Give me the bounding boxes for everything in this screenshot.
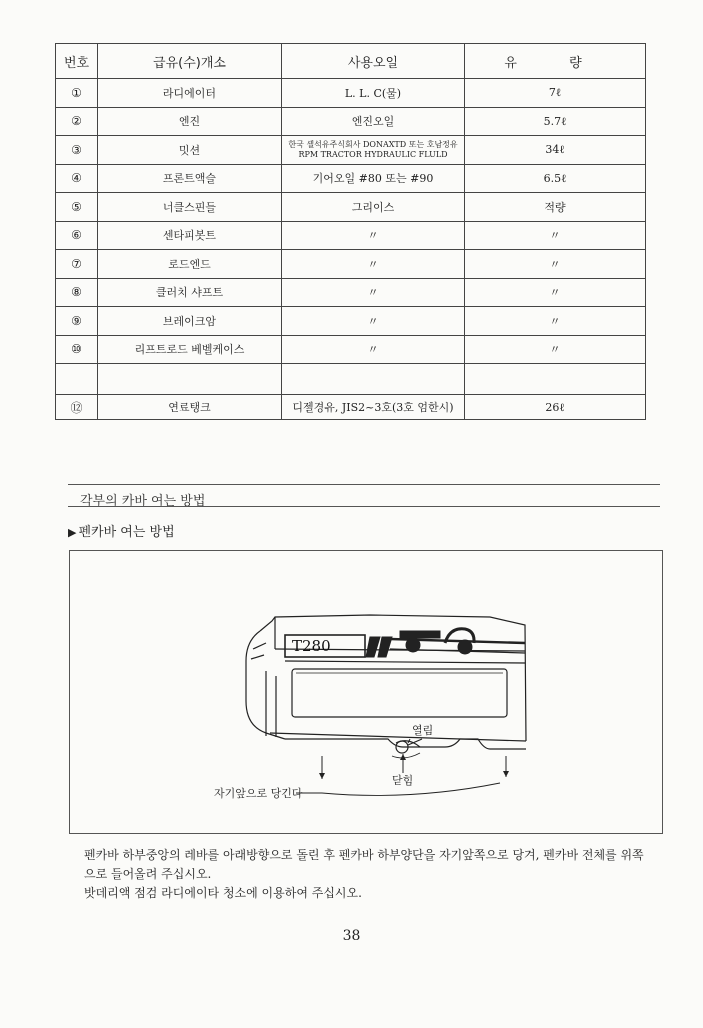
table-row (56, 278, 646, 307)
row-number: ⑨ (56, 307, 98, 336)
empty-cell (465, 364, 646, 395)
row-part: 로드엔드 (98, 250, 282, 279)
row-quantity: 6.5ℓ (465, 164, 646, 193)
row-oil: 〃 (282, 221, 465, 250)
row-oil: 〃 (282, 307, 465, 336)
row-oil: 〃 (282, 250, 465, 279)
close-label: 닫힘 (392, 774, 414, 787)
row-part: 밋션 (98, 136, 282, 165)
instructions (84, 846, 674, 903)
close-arrow-head-icon (400, 754, 406, 760)
row-part: 라디에이터 (98, 79, 282, 108)
table-row (56, 193, 646, 222)
open-label: 열림 (412, 724, 434, 737)
row-oil: 디젤경유, JIS2~3호(3호 엄한시) (282, 395, 465, 420)
row-number: ② (56, 107, 98, 136)
row-number: ③ (56, 136, 98, 165)
table-row (56, 79, 646, 108)
row-quantity: 〃 (465, 250, 646, 279)
row-number: ⑫ (56, 395, 98, 420)
pull-label: 자기앞으로 당긴다 (214, 787, 303, 800)
row-part: 연료탱크 (98, 395, 282, 420)
row-number: ④ (56, 164, 98, 193)
row-oil: 〃 (282, 335, 465, 364)
row-quantity: 적량 (465, 193, 646, 222)
header-part: 급유(수)개소 (98, 44, 282, 79)
table-row (56, 395, 646, 420)
row-oil: 엔진오일 (282, 107, 465, 136)
table-row (56, 107, 646, 136)
row-part: 브레이크암 (98, 307, 282, 336)
section-top-rule (68, 484, 660, 485)
empty-cell (282, 364, 465, 395)
row-part: 프론트액슬 (98, 164, 282, 193)
pull-arrow-left-icon (319, 773, 325, 779)
table-header-row (56, 44, 646, 79)
row-quantity: 34ℓ (465, 136, 646, 165)
row-part: 클러치 샤프트 (98, 278, 282, 307)
row-oil: 〃 (282, 278, 465, 307)
row-quantity: 26ℓ (465, 395, 646, 420)
lubrication-table (55, 43, 646, 420)
header-number: 번호 (56, 44, 98, 79)
row-oil: 그리이스 (282, 193, 465, 222)
subheading-text: 펜카바 여는 방법 (78, 525, 175, 540)
row-oil: 기어오일 #80 또는 #90 (282, 164, 465, 193)
row-quantity: 7ℓ (465, 79, 646, 108)
row-part: 엔진 (98, 107, 282, 136)
row-quantity: 〃 (465, 335, 646, 364)
table-row (56, 164, 646, 193)
pull-arrow-right-icon (503, 771, 509, 777)
row-part: 너클스핀들 (98, 193, 282, 222)
table-row (56, 250, 646, 279)
row-quantity: 〃 (465, 221, 646, 250)
empty-cell (98, 364, 282, 395)
row-quantity: 〃 (465, 307, 646, 336)
row-number: ⑩ (56, 335, 98, 364)
row-oil-line1: 한국 셸석유주식회사 DONAXTD 또는 호남정유 (288, 139, 458, 149)
header-oil: 사용오일 (282, 44, 465, 79)
instruction-line: 펜카바 하부중앙의 레바를 아래방향으로 돌린 후 펜카바 하부양단을 자기앞쪽으로 당겨, 펜카바 전체를 위쪽 (84, 848, 644, 862)
section-title: 각부의 카바 여는 방법 (80, 494, 206, 509)
row-oil: L. L. C(물) (282, 79, 465, 108)
row-oil-line2: RPM TRACTOR HYDRAULIC FLULD (298, 149, 448, 159)
instruction-line: 밧데리액 점검 라디에이타 청소에 이용하여 주십시오. (84, 886, 362, 900)
section-bottom-rule (68, 506, 660, 507)
subheading (68, 521, 175, 540)
row-number: ① (56, 79, 98, 108)
table-row (56, 136, 646, 165)
fan-cover-illustration (70, 551, 662, 833)
row-oil (282, 136, 465, 165)
row-quantity: 〃 (465, 278, 646, 307)
instruction-line: 으로 들어올려 주십시오. (84, 867, 212, 881)
hood-drawing (246, 615, 526, 758)
row-part: 리프트로드 베벨케이스 (98, 335, 282, 364)
empty-cell (56, 364, 98, 395)
row-number: ⑧ (56, 278, 98, 307)
figure-panel (69, 550, 663, 834)
row-quantity: 5.7ℓ (465, 107, 646, 136)
table-row-empty (56, 364, 646, 395)
model-badge-text: T280 (292, 637, 331, 655)
table-row (56, 307, 646, 336)
table-row (56, 335, 646, 364)
row-number: ⑦ (56, 250, 98, 279)
table-row (56, 221, 646, 250)
header-quantity: 유 량 (465, 44, 646, 79)
row-number: ⑤ (56, 193, 98, 222)
page-number: 38 (342, 928, 361, 944)
triangle-arrow-icon: ▶ (68, 526, 77, 539)
row-number: ⑥ (56, 221, 98, 250)
row-part: 센타피봇트 (98, 221, 282, 250)
